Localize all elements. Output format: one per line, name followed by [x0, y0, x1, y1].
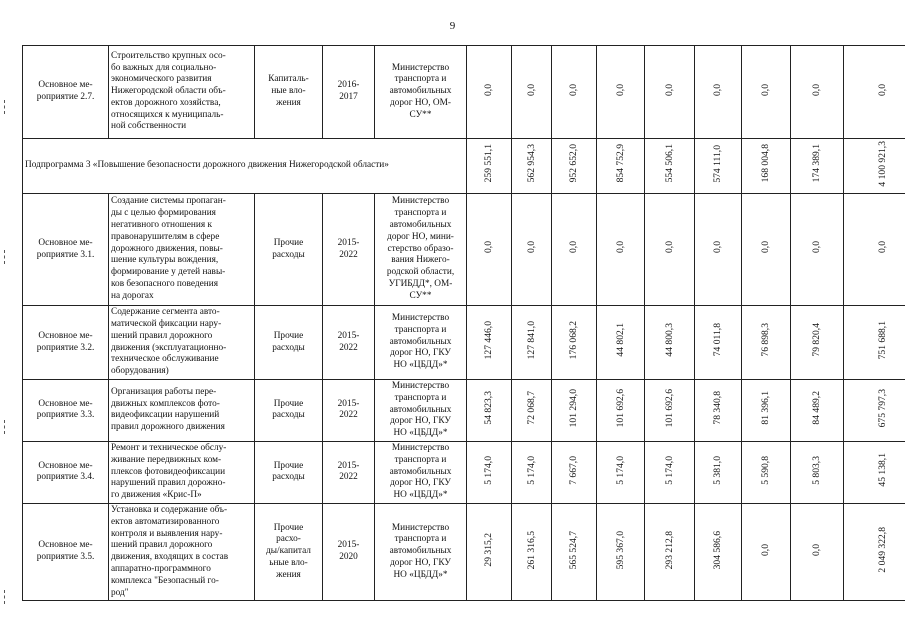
- amount-cell: [467, 46, 512, 139]
- amount-cell: [695, 139, 742, 194]
- amount-value: 5 174,0: [483, 455, 495, 485]
- executor: Министерство транспорта и автомобильных дорог НО, ГКУ НО «ЦБДД»*: [375, 441, 467, 503]
- subprogram-row: [23, 139, 905, 194]
- page-number: 9: [449, 20, 456, 32]
- amount-cell: [597, 46, 645, 139]
- amount-value: 168 004,8: [760, 144, 772, 183]
- amount-cell: [645, 46, 695, 139]
- amount-value: 78 340,8: [712, 391, 724, 425]
- table-row: [23, 306, 905, 380]
- amount-cell: [695, 46, 742, 139]
- amount-value: 5 174,0: [663, 455, 675, 485]
- amount-value: 54 823,3: [483, 391, 495, 425]
- amount-value: 595 367,0: [614, 530, 626, 569]
- amount-value: 5 174,0: [614, 455, 626, 485]
- amount-value: 0,0: [525, 241, 537, 254]
- amount-cell: [467, 380, 512, 442]
- measure-name: Основное ме- роприятие 2.7.: [23, 46, 109, 139]
- amount-cell: [791, 441, 844, 503]
- measure-description: Организация работы пере- движных комплексов фото- видеофиксации нарушений правил дорожного движения: [109, 380, 255, 442]
- expense-type: Прочие расходы: [255, 306, 323, 380]
- amount-value: 0,0: [811, 83, 823, 96]
- expense-type: Капиталь- ные вло- жения: [255, 46, 323, 139]
- period-years: 2015- 2022: [323, 441, 375, 503]
- amount-cell: [597, 503, 645, 600]
- amount-value: 4 100 921,3: [877, 140, 889, 187]
- amount-cell: [597, 441, 645, 503]
- amount-cell: [791, 306, 844, 380]
- amount-value: 0,0: [614, 83, 626, 96]
- amount-cell: [552, 46, 597, 139]
- amount-cell: [552, 306, 597, 380]
- table-row: [23, 441, 905, 503]
- amount-value: 554 506,1: [663, 144, 675, 183]
- left-edge-mark: [4, 590, 6, 604]
- executor: Министерство транспорта и автомобильных дорог НО, ГКУ НО «ЦБДД»*: [375, 503, 467, 600]
- period-years: 2015- 2022: [323, 380, 375, 442]
- amount-cell: [742, 503, 791, 600]
- amount-cell: [844, 503, 905, 600]
- amount-cell: [645, 380, 695, 442]
- executor: Министерство транспорта и автомобильных дорог НО, ОМ- СУ**: [375, 46, 467, 139]
- amount-value: 5 381,0: [712, 455, 724, 485]
- amount-cell: [512, 503, 552, 600]
- expense-type: Прочие расходы: [255, 441, 323, 503]
- measure-name: Основное ме- роприятие 3.2.: [23, 306, 109, 380]
- amount-value: 5 174,0: [525, 455, 537, 485]
- left-edge-mark: [4, 100, 6, 114]
- amount-value: 101 692,6: [614, 388, 626, 428]
- amount-value: 74 011,8: [712, 323, 724, 357]
- amount-value: 0,0: [663, 241, 675, 254]
- amount-value: 81 396,1: [760, 391, 772, 425]
- amount-cell: [552, 380, 597, 442]
- amount-value: 259 551,1: [483, 144, 495, 183]
- amount-cell: [695, 306, 742, 380]
- amount-value: 44 800,3: [663, 323, 675, 357]
- amount-cell: [512, 380, 552, 442]
- amount-value: 101 692,6: [663, 388, 675, 428]
- amount-cell: [695, 441, 742, 503]
- amount-value: 0,0: [760, 83, 772, 96]
- amount-cell: [645, 306, 695, 380]
- amount-cell: [552, 139, 597, 194]
- amount-value: 0,0: [712, 241, 724, 254]
- amount-value: 174 389,1: [811, 144, 823, 183]
- amount-value: 0,0: [760, 543, 772, 556]
- amount-value: 0,0: [760, 241, 772, 254]
- executor: Министерство транспорта и автомобильных дорог НО, ГКУ НО «ЦБДД»*: [375, 306, 467, 380]
- expense-type: Прочие расходы: [255, 194, 323, 306]
- amount-cell: [695, 380, 742, 442]
- amount-value: 261 316,5: [525, 530, 537, 569]
- amount-value: 0,0: [525, 83, 537, 96]
- amount-cell: [597, 380, 645, 442]
- amount-cell: [844, 441, 905, 503]
- amount-value: 127 446,0: [483, 320, 495, 360]
- amount-cell: [552, 503, 597, 600]
- period-years: 2015- 2022: [323, 194, 375, 306]
- amount-value: 79 820,4: [811, 323, 823, 357]
- amount-value: 101 294,0: [568, 388, 580, 428]
- amount-cell: [512, 306, 552, 380]
- amount-cell: [844, 380, 905, 442]
- amount-cell: [597, 194, 645, 306]
- amount-cell: [645, 139, 695, 194]
- amount-cell: [512, 441, 552, 503]
- amount-cell: [742, 306, 791, 380]
- amount-value: 45 138,1: [877, 453, 889, 487]
- amount-cell: [645, 503, 695, 600]
- amount-cell: [791, 194, 844, 306]
- amount-value: 127 841,0: [525, 320, 537, 360]
- amount-cell: [791, 139, 844, 194]
- amount-cell: [552, 441, 597, 503]
- measure-name: Основное ме- роприятие 3.4.: [23, 441, 109, 503]
- amount-cell: [597, 139, 645, 194]
- amount-value: 0,0: [877, 241, 889, 254]
- amount-value: 0,0: [811, 241, 823, 254]
- amount-value: 675 797,3: [877, 388, 889, 428]
- amount-cell: [844, 306, 905, 380]
- amount-value: 44 802,1: [614, 323, 626, 357]
- measure-description: Содержание сегмента авто- матической фиксации нару- шений правил дорожного движения (эксплуатационно- техническое обслуживание оборудования): [109, 306, 255, 380]
- amount-cell: [742, 46, 791, 139]
- amount-cell: [844, 46, 905, 139]
- amount-cell: [695, 503, 742, 600]
- amount-value: 0,0: [811, 543, 823, 556]
- left-edge-mark: [4, 420, 6, 434]
- amount-cell: [467, 139, 512, 194]
- amount-cell: [844, 139, 905, 194]
- amount-cell: [742, 441, 791, 503]
- subprogram-title: Подпрограмма 3 «Повышение безопасности дорожного движения Нижегородской области»: [23, 139, 467, 194]
- amount-value: 751 688,1: [877, 320, 889, 360]
- amount-value: 0,0: [568, 83, 580, 96]
- measure-description: Строительство крупных осо- бо важных для социально- экономического развития Нижегородской области объ- ектов дорожного хозяйства, относящихся к муниципаль- ной собственности: [109, 46, 255, 139]
- amount-cell: [742, 194, 791, 306]
- measure-name: Основное ме- роприятие 3.1.: [23, 194, 109, 306]
- amount-value: 2 049 322,8: [877, 526, 889, 573]
- amount-cell: [467, 194, 512, 306]
- measure-description: Установка и содержание объ- ектов автоматизированного контроля и выявления нару- шений правил дорожного движения, входящих в состав аппаратно-программного комплекса "Безопасный го- род": [109, 503, 255, 600]
- table-body: [23, 46, 905, 601]
- table-row: [23, 194, 905, 306]
- amount-value: 304 586,6: [712, 530, 724, 569]
- amount-cell: [467, 503, 512, 600]
- measure-name: Основное ме- роприятие 3.3.: [23, 380, 109, 442]
- amount-value: 176 068,2: [568, 320, 580, 360]
- period-years: 2015- 2020: [323, 503, 375, 600]
- amount-cell: [645, 194, 695, 306]
- amount-value: 0,0: [712, 83, 724, 96]
- amount-cell: [791, 380, 844, 442]
- period-years: 2015- 2022: [323, 306, 375, 380]
- measure-name: Основное ме- роприятие 3.5.: [23, 503, 109, 600]
- amount-value: 0,0: [568, 241, 580, 254]
- period-years: 2016- 2017: [323, 46, 375, 139]
- left-edge-mark: [4, 250, 6, 264]
- amount-cell: [645, 441, 695, 503]
- amount-value: 5 590,8: [760, 455, 772, 485]
- amount-value: 84 489,2: [811, 391, 823, 425]
- amount-value: 0,0: [877, 83, 889, 96]
- table-row: [23, 46, 905, 139]
- amount-value: 854 752,9: [614, 144, 626, 183]
- measure-description: Создание системы пропаган- ды с целью формирования негативного отношения к правонарушителям в сфере дорожного движения, повы- шение культуры вождения, формирование у детей навы- ков безопасного поведения на дорогах: [109, 194, 255, 306]
- amount-cell: [695, 194, 742, 306]
- amount-value: 562 954,3: [525, 144, 537, 183]
- amount-cell: [791, 503, 844, 600]
- amount-value: 0,0: [614, 241, 626, 254]
- amount-value: 574 111,0: [712, 144, 724, 183]
- amount-value: 293 212,8: [663, 530, 675, 569]
- expense-type: Прочие расходы: [255, 380, 323, 442]
- budget-table: [22, 45, 905, 601]
- amount-value: 0,0: [483, 83, 495, 96]
- amount-value: 72 068,7: [525, 391, 537, 425]
- table-row: [23, 380, 905, 442]
- amount-cell: [742, 139, 791, 194]
- table-row: [23, 503, 905, 600]
- amount-cell: [791, 46, 844, 139]
- amount-value: 76 898,3: [760, 323, 772, 357]
- amount-value: 0,0: [483, 241, 495, 254]
- expense-type: Прочие расхо- ды/капитал ьные вло- жения: [255, 503, 323, 600]
- amount-value: 29 315,2: [483, 532, 495, 567]
- amount-cell: [512, 46, 552, 139]
- amount-cell: [512, 139, 552, 194]
- amount-cell: [742, 380, 791, 442]
- amount-cell: [552, 194, 597, 306]
- amount-cell: [467, 441, 512, 503]
- amount-value: 5 803,3: [811, 455, 823, 485]
- amount-value: 565 524,7: [568, 530, 580, 569]
- amount-value: 7 667,0: [568, 455, 580, 485]
- amount-value: 952 652,0: [568, 144, 580, 183]
- measure-description: Ремонт и техническое обслу- живание передвижных ком- плексов фотовидеофиксации нарушений правил дорожно- го движения «Крис-П»: [109, 441, 255, 503]
- amount-value: 0,0: [663, 83, 675, 96]
- amount-cell: [844, 194, 905, 306]
- amount-cell: [597, 306, 645, 380]
- executor: Министерство транспорта и автомобильных дорог НО, мини- стерство образо- вания Нижего- родской области, УГИБДД*, ОМ- СУ**: [375, 194, 467, 306]
- executor: Министерство транспорта и автомобильных дорог НО, ГКУ НО «ЦБДД»*: [375, 380, 467, 442]
- amount-cell: [512, 194, 552, 306]
- amount-cell: [467, 306, 512, 380]
